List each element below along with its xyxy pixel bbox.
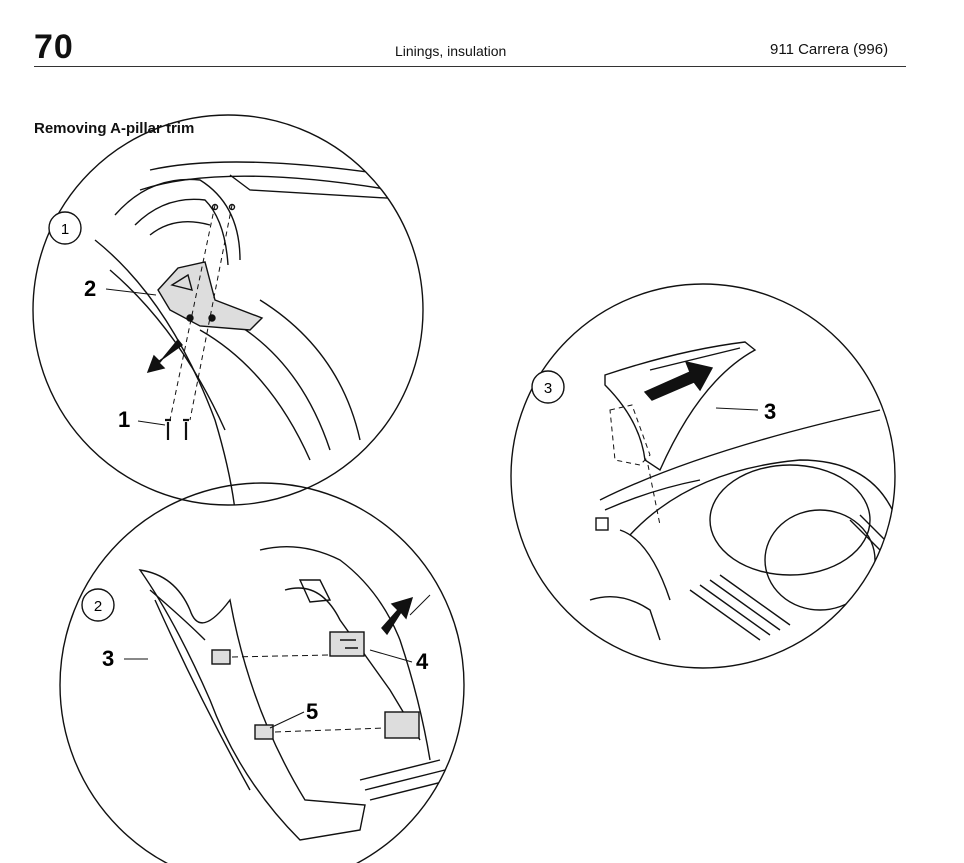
figure-1 xyxy=(33,115,423,510)
figure-2-label-3: 3 xyxy=(102,646,115,671)
section-title: Linings, insulation xyxy=(395,43,507,59)
figure-1-step-label: 1 xyxy=(60,221,70,238)
figure-2-step-label: 2 xyxy=(93,598,103,615)
figure-2-label-4: 4 xyxy=(416,649,429,674)
figure-1-label-2: 2 xyxy=(84,276,97,301)
figure-2 xyxy=(60,483,464,863)
figure-3-step-label: 3 xyxy=(543,380,553,397)
figure-1-label-1: 1 xyxy=(118,407,131,432)
page-number: 70 xyxy=(34,28,74,66)
figure-3 xyxy=(511,284,900,668)
model-name: 911 Carrera (996) xyxy=(770,41,889,58)
page-title: Removing A-pillar trim xyxy=(34,120,195,137)
figure-3-label-3: 3 xyxy=(764,399,777,424)
figure-2-label-5: 5 xyxy=(306,699,319,724)
